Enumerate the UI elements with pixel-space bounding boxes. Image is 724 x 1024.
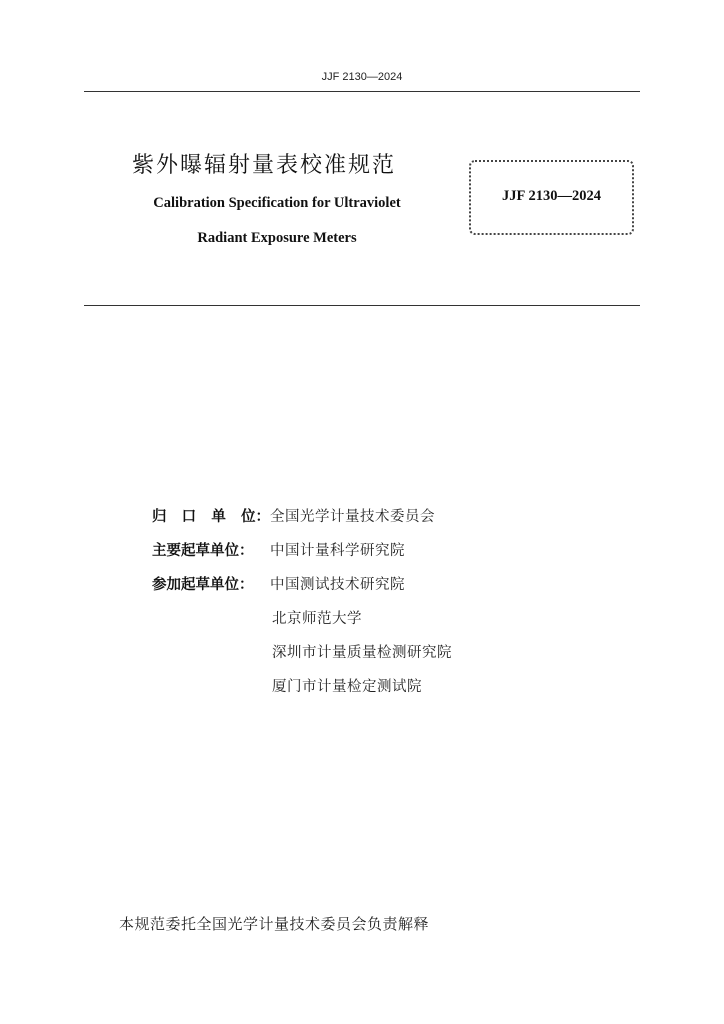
org-label-char: 口 — [181, 509, 197, 525]
org-label-responsible — [152, 505, 270, 526]
footer-interpretation-note: 本规范委托全国光学计量技术委员会负责解释 — [119, 915, 430, 933]
org-additional-2: 深圳市计量质量检测研究院 — [272, 645, 452, 661]
org-label-participating: 参加起草单位： — [152, 577, 254, 593]
header-standard-code: JJF 2130—2024 — [321, 71, 403, 83]
org-label-main-drafter: 主要起草单位： — [152, 543, 254, 559]
org-row-main-drafter — [152, 539, 435, 573]
org-value-responsible: 全国光学计量技术委员会 — [270, 509, 435, 525]
org-additional-1: 北京师范大学 — [272, 611, 362, 627]
org-row-participating — [152, 573, 435, 607]
org-label-char: 归 — [152, 509, 167, 525]
middle-divider — [84, 305, 640, 306]
org-value-participating: 中国测试技术研究院 — [270, 577, 405, 593]
org-label-char: 位： — [240, 509, 270, 525]
title-english-line2: Radiant Exposure Meters — [197, 230, 357, 246]
organizations-block — [152, 505, 435, 607]
org-additional-3: 厦门市计量检定测试院 — [272, 679, 422, 695]
standard-code-box-text: JJF 2130—2024 — [502, 187, 601, 204]
top-divider — [84, 91, 640, 92]
title-chinese: 紫外曝辐射量表校准规范 — [132, 153, 397, 178]
org-row-responsible — [152, 505, 435, 539]
org-value-main-drafter: 中国计量科学研究院 — [270, 543, 405, 559]
title-english-line1: Calibration Specification for Ultraviolet — [153, 195, 401, 211]
org-label-char: 单 — [211, 509, 226, 525]
standard-code-box — [469, 160, 634, 235]
